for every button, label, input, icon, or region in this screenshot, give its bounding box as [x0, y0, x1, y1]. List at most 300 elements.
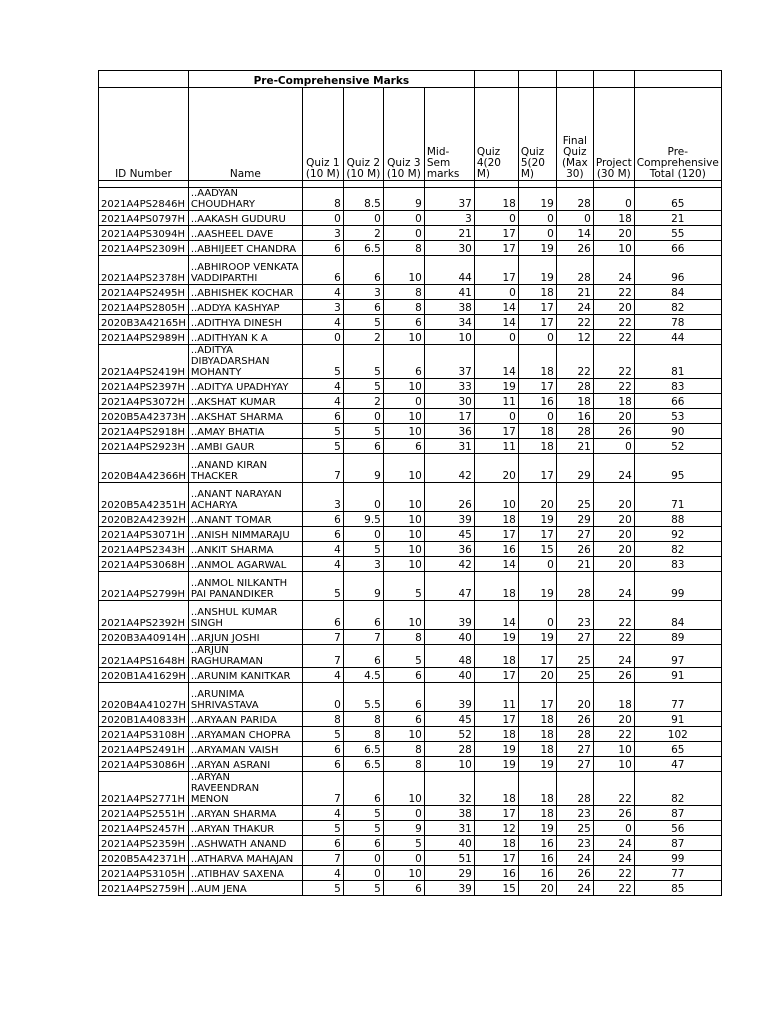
cell-quiz4: 14 [474, 601, 518, 630]
cell-name: ..AMAY BHATIA [188, 424, 302, 439]
cell-project: 24 [593, 256, 634, 285]
cell-quiz3: 8 [383, 285, 424, 300]
table-row [99, 630, 722, 645]
cell-midsem: 39 [424, 881, 474, 896]
cell-id: 2021A4PS2309H [99, 241, 189, 256]
cell-name: ..ARUNIM KANITKAR [188, 668, 302, 683]
cell-quiz4: 17 [474, 712, 518, 727]
cell-final-quiz: 12 [556, 330, 593, 345]
cell-quiz4: 11 [474, 439, 518, 454]
cell-quiz1: 7 [302, 454, 343, 483]
spacer-row [99, 181, 722, 188]
cell-quiz1: 6 [302, 409, 343, 424]
cell-project: 20 [593, 483, 634, 512]
cell-final-quiz: 16 [556, 409, 593, 424]
cell-midsem: 47 [424, 572, 474, 601]
cell-id: 2021A4PS3072H [99, 394, 189, 409]
cell-quiz2: 5 [343, 881, 383, 896]
table-row [99, 806, 722, 821]
table-row [99, 712, 722, 727]
cell-quiz5: 16 [518, 851, 556, 866]
cell-id: 2021A4PS2378H [99, 256, 189, 285]
table-row [99, 315, 722, 330]
cell-total: 82 [634, 542, 721, 557]
cell-name: ..ARYAN SHARMA [188, 806, 302, 821]
cell-quiz2: 5 [343, 542, 383, 557]
cell-name: ..ANKIT SHARMA [188, 542, 302, 557]
cell-final-quiz: 24 [556, 881, 593, 896]
cell-total: 99 [634, 572, 721, 601]
cell-quiz5: 16 [518, 836, 556, 851]
cell-midsem: 40 [424, 836, 474, 851]
cell-quiz2: 0 [343, 866, 383, 881]
cell-name: ..ABHISHEK KOCHAR [188, 285, 302, 300]
cell-total: 87 [634, 806, 721, 821]
cell-name: ..ARYAMAN CHOPRA [188, 727, 302, 742]
cell-midsem: 40 [424, 630, 474, 645]
cell-id: 2020B5A42351H [99, 483, 189, 512]
cell-final-quiz: 25 [556, 821, 593, 836]
cell-id: 2020B2A42392H [99, 512, 189, 527]
cell-quiz1: 4 [302, 806, 343, 821]
cell-project: 10 [593, 742, 634, 757]
cell-quiz4: 11 [474, 683, 518, 712]
cell-final-quiz: 21 [556, 439, 593, 454]
cell-final-quiz: 27 [556, 742, 593, 757]
cell-quiz1: 8 [302, 712, 343, 727]
title-row [99, 71, 722, 88]
cell-final-quiz: 29 [556, 454, 593, 483]
cell-midsem: 38 [424, 806, 474, 821]
cell-id: 2020B1A40833H [99, 712, 189, 727]
cell-quiz3: 10 [383, 512, 424, 527]
cell-quiz2: 2 [343, 330, 383, 345]
header-quiz3: Quiz 3 (10 M) [383, 88, 424, 181]
cell-quiz4: 0 [474, 211, 518, 226]
cell-quiz1: 5 [302, 821, 343, 836]
cell-final-quiz: 28 [556, 379, 593, 394]
blank-cell [593, 71, 634, 88]
table-row [99, 851, 722, 866]
table-row [99, 601, 722, 630]
cell-name: ..ADDYA KASHYAP [188, 300, 302, 315]
cell-total: 77 [634, 683, 721, 712]
cell-project: 26 [593, 806, 634, 821]
cell-id: 2020B3A40914H [99, 630, 189, 645]
cell-midsem: 51 [424, 851, 474, 866]
table-row [99, 424, 722, 439]
cell-total: 65 [634, 742, 721, 757]
table-row [99, 330, 722, 345]
table-row [99, 379, 722, 394]
table-row [99, 394, 722, 409]
cell-quiz1: 5 [302, 439, 343, 454]
cell-total: 55 [634, 226, 721, 241]
cell-quiz5: 19 [518, 256, 556, 285]
cell-project: 26 [593, 424, 634, 439]
cell-quiz3: 8 [383, 300, 424, 315]
cell-id: 2021A4PS3086H [99, 757, 189, 772]
cell-quiz3: 10 [383, 727, 424, 742]
cell-quiz5: 15 [518, 542, 556, 557]
cell-quiz3: 10 [383, 557, 424, 572]
cell-total: 44 [634, 330, 721, 345]
cell-final-quiz: 22 [556, 315, 593, 330]
cell-project: 22 [593, 315, 634, 330]
cell-project: 20 [593, 512, 634, 527]
cell-id: 2021A4PS3108H [99, 727, 189, 742]
cell-quiz2: 6 [343, 439, 383, 454]
cell-quiz4: 0 [474, 285, 518, 300]
cell-midsem: 42 [424, 557, 474, 572]
cell-total: 56 [634, 821, 721, 836]
cell-quiz3: 10 [383, 379, 424, 394]
cell-final-quiz: 18 [556, 394, 593, 409]
cell-id: 2021A4PS2799H [99, 572, 189, 601]
cell-midsem: 42 [424, 454, 474, 483]
cell-quiz2: 8 [343, 727, 383, 742]
cell-midsem: 3 [424, 211, 474, 226]
cell-quiz3: 0 [383, 211, 424, 226]
cell-total: 66 [634, 394, 721, 409]
cell-quiz3: 8 [383, 241, 424, 256]
cell-quiz1: 4 [302, 557, 343, 572]
table-row [99, 188, 722, 211]
cell-name: ..ARUNIMA SHRIVASTAVA [188, 683, 302, 712]
cell-quiz2: 2 [343, 394, 383, 409]
header-name: Name [188, 88, 302, 181]
cell-midsem: 41 [424, 285, 474, 300]
cell-name: ..ARJUN JOSHI [188, 630, 302, 645]
cell-id: 2021A4PS3094H [99, 226, 189, 241]
cell-quiz3: 10 [383, 256, 424, 285]
cell-quiz5: 16 [518, 394, 556, 409]
cell-quiz1: 6 [302, 241, 343, 256]
header-project: Project (30 M) [593, 88, 634, 181]
cell-name: ..ABHIROOP VENKATA VADDIPARTHI [188, 256, 302, 285]
cell-quiz2: 6.5 [343, 757, 383, 772]
cell-project: 0 [593, 439, 634, 454]
cell-id: 2020B1A41629H [99, 668, 189, 683]
cell-id: 2020B5A42373H [99, 409, 189, 424]
blank-cell [634, 71, 721, 88]
cell-quiz2: 5.5 [343, 683, 383, 712]
cell-name: ..ARYAN THAKUR [188, 821, 302, 836]
cell-id: 2021A4PS2419H [99, 345, 189, 379]
cell-quiz1: 4 [302, 668, 343, 683]
table-row [99, 683, 722, 712]
cell-total: 82 [634, 300, 721, 315]
cell-quiz4: 11 [474, 394, 518, 409]
cell-quiz2: 5 [343, 806, 383, 821]
cell-quiz2: 8 [343, 712, 383, 727]
cell-total: 65 [634, 188, 721, 211]
cell-final-quiz: 26 [556, 542, 593, 557]
cell-name: ..ABHIJEET CHANDRA [188, 241, 302, 256]
cell-quiz4: 14 [474, 557, 518, 572]
cell-project: 26 [593, 668, 634, 683]
blank-cell [474, 71, 518, 88]
cell-project: 22 [593, 881, 634, 896]
cell-project: 22 [593, 379, 634, 394]
cell-id: 2021A4PS2359H [99, 836, 189, 851]
cell-final-quiz: 23 [556, 806, 593, 821]
cell-quiz3: 0 [383, 806, 424, 821]
cell-quiz1: 6 [302, 527, 343, 542]
cell-midsem: 37 [424, 345, 474, 379]
cell-project: 22 [593, 345, 634, 379]
cell-id: 2021A4PS2457H [99, 821, 189, 836]
cell-quiz3: 10 [383, 542, 424, 557]
cell-quiz4: 18 [474, 572, 518, 601]
cell-quiz4: 0 [474, 409, 518, 424]
cell-name: ..ARYAN ASRANI [188, 757, 302, 772]
cell-quiz1: 5 [302, 881, 343, 896]
cell-name: ..AUM JENA [188, 881, 302, 896]
cell-quiz5: 18 [518, 772, 556, 806]
cell-quiz2: 9 [343, 572, 383, 601]
cell-id: 2021A4PS0797H [99, 211, 189, 226]
cell-quiz3: 5 [383, 836, 424, 851]
cell-midsem: 10 [424, 330, 474, 345]
cell-quiz5: 0 [518, 226, 556, 241]
cell-midsem: 17 [424, 409, 474, 424]
header-midsem: Mid-Sem marks [424, 88, 474, 181]
cell-quiz1: 6 [302, 742, 343, 757]
cell-project: 20 [593, 712, 634, 727]
cell-quiz2: 5 [343, 315, 383, 330]
cell-quiz2: 0 [343, 409, 383, 424]
cell-name: ..ANANT TOMAR [188, 512, 302, 527]
cell-project: 20 [593, 527, 634, 542]
cell-total: 95 [634, 454, 721, 483]
table-row [99, 836, 722, 851]
cell-total: 53 [634, 409, 721, 424]
cell-name: ..ADITYA DIBYADARSHAN MOHANTY [188, 345, 302, 379]
cell-final-quiz: 23 [556, 836, 593, 851]
cell-name: ..AAKASH GUDURU [188, 211, 302, 226]
table-row [99, 241, 722, 256]
cell-quiz1: 4 [302, 542, 343, 557]
cell-name: ..ANSHUL KUMAR SINGH [188, 601, 302, 630]
cell-final-quiz: 28 [556, 188, 593, 211]
header-total: Pre-Comprehensive Total (120) [634, 88, 721, 181]
cell-quiz1: 8 [302, 188, 343, 211]
cell-quiz2: 5 [343, 345, 383, 379]
cell-project: 22 [593, 630, 634, 645]
cell-midsem: 36 [424, 424, 474, 439]
cell-quiz5: 0 [518, 601, 556, 630]
cell-final-quiz: 28 [556, 572, 593, 601]
cell-id: 2021A4PS2771H [99, 772, 189, 806]
cell-total: 97 [634, 645, 721, 668]
cell-id: 2021A4PS2989H [99, 330, 189, 345]
cell-quiz1: 6 [302, 512, 343, 527]
cell-id: 2021A4PS3105H [99, 866, 189, 881]
cell-quiz1: 6 [302, 836, 343, 851]
cell-id: 2021A4PS2343H [99, 542, 189, 557]
cell-total: 87 [634, 836, 721, 851]
cell-quiz5: 0 [518, 330, 556, 345]
cell-quiz5: 17 [518, 315, 556, 330]
cell-quiz2: 6.5 [343, 241, 383, 256]
table-row [99, 668, 722, 683]
cell-id: 2021A4PS2495H [99, 285, 189, 300]
cell-total: 84 [634, 285, 721, 300]
table-row [99, 285, 722, 300]
cell-quiz1: 4 [302, 379, 343, 394]
cell-midsem: 28 [424, 742, 474, 757]
cell-quiz1: 4 [302, 285, 343, 300]
cell-quiz5: 17 [518, 683, 556, 712]
cell-name: ..ARYAN RAVEENDRAN MENON [188, 772, 302, 806]
cell-quiz3: 6 [383, 315, 424, 330]
cell-quiz5: 19 [518, 630, 556, 645]
cell-quiz3: 10 [383, 424, 424, 439]
cell-final-quiz: 29 [556, 512, 593, 527]
cell-project: 18 [593, 211, 634, 226]
cell-final-quiz: 14 [556, 226, 593, 241]
cell-quiz5: 18 [518, 285, 556, 300]
cell-quiz1: 3 [302, 226, 343, 241]
cell-quiz1: 5 [302, 424, 343, 439]
cell-quiz5: 19 [518, 757, 556, 772]
cell-midsem: 30 [424, 241, 474, 256]
cell-quiz1: 4 [302, 315, 343, 330]
table-row [99, 300, 722, 315]
cell-quiz5: 18 [518, 712, 556, 727]
cell-quiz4: 17 [474, 851, 518, 866]
cell-quiz4: 19 [474, 742, 518, 757]
table-row [99, 866, 722, 881]
cell-quiz5: 18 [518, 345, 556, 379]
cell-total: 82 [634, 772, 721, 806]
cell-quiz2: 6.5 [343, 742, 383, 757]
cell-quiz5: 0 [518, 211, 556, 226]
cell-project: 20 [593, 300, 634, 315]
cell-id: 2021A4PS2759H [99, 881, 189, 896]
cell-quiz2: 7 [343, 630, 383, 645]
cell-quiz2: 3 [343, 285, 383, 300]
cell-id: 2021A4PS1648H [99, 645, 189, 668]
cell-total: 47 [634, 757, 721, 772]
cell-quiz1: 4 [302, 394, 343, 409]
cell-quiz4: 14 [474, 315, 518, 330]
cell-name: ..ADITHYA DINESH [188, 315, 302, 330]
table-title: Pre-Comprehensive Marks [188, 71, 474, 88]
table-row [99, 821, 722, 836]
cell-quiz5: 20 [518, 668, 556, 683]
cell-total: 90 [634, 424, 721, 439]
cell-project: 22 [593, 772, 634, 806]
cell-final-quiz: 24 [556, 300, 593, 315]
cell-total: 92 [634, 527, 721, 542]
cell-name: ..ADITYA UPADHYAY [188, 379, 302, 394]
cell-midsem: 29 [424, 866, 474, 881]
cell-quiz1: 5 [302, 345, 343, 379]
cell-name: ..ARYAAN PARIDA [188, 712, 302, 727]
table-row [99, 542, 722, 557]
cell-quiz4: 17 [474, 424, 518, 439]
cell-id: 2020B4A41027H [99, 683, 189, 712]
header-quiz4: Quiz 4(20 M) [474, 88, 518, 181]
blank-cell [556, 71, 593, 88]
cell-final-quiz: 26 [556, 866, 593, 881]
cell-total: 85 [634, 881, 721, 896]
cell-quiz4: 18 [474, 727, 518, 742]
cell-quiz4: 18 [474, 772, 518, 806]
cell-quiz5: 17 [518, 454, 556, 483]
cell-quiz3: 6 [383, 712, 424, 727]
cell-final-quiz: 28 [556, 256, 593, 285]
cell-quiz2: 9.5 [343, 512, 383, 527]
cell-quiz3: 8 [383, 757, 424, 772]
table-row [99, 527, 722, 542]
cell-quiz1: 4 [302, 866, 343, 881]
cell-quiz2: 8.5 [343, 188, 383, 211]
cell-quiz3: 6 [383, 881, 424, 896]
cell-quiz2: 0 [343, 527, 383, 542]
table-row [99, 572, 722, 601]
cell-final-quiz: 22 [556, 345, 593, 379]
cell-project: 22 [593, 727, 634, 742]
cell-project: 24 [593, 645, 634, 668]
header-final-quiz: Final Quiz (Max 30) [556, 88, 593, 181]
cell-quiz4: 0 [474, 330, 518, 345]
cell-midsem: 30 [424, 394, 474, 409]
table-row [99, 645, 722, 668]
cell-quiz4: 14 [474, 345, 518, 379]
cell-project: 22 [593, 601, 634, 630]
cell-id: 2021A4PS2918H [99, 424, 189, 439]
cell-final-quiz: 27 [556, 757, 593, 772]
cell-quiz3: 0 [383, 394, 424, 409]
cell-total: 88 [634, 512, 721, 527]
cell-total: 84 [634, 601, 721, 630]
cell-quiz2: 0 [343, 851, 383, 866]
cell-project: 18 [593, 683, 634, 712]
cell-project: 24 [593, 836, 634, 851]
cell-quiz4: 19 [474, 757, 518, 772]
cell-quiz5: 17 [518, 527, 556, 542]
cell-project: 20 [593, 409, 634, 424]
cell-project: 20 [593, 557, 634, 572]
cell-total: 96 [634, 256, 721, 285]
cell-total: 89 [634, 630, 721, 645]
cell-project: 0 [593, 821, 634, 836]
table-row [99, 772, 722, 806]
cell-id: 2020B4A42366H [99, 454, 189, 483]
cell-quiz5: 16 [518, 866, 556, 881]
table-row [99, 345, 722, 379]
cell-midsem: 31 [424, 439, 474, 454]
cell-total: 91 [634, 712, 721, 727]
cell-quiz5: 0 [518, 409, 556, 424]
cell-quiz5: 17 [518, 300, 556, 315]
cell-quiz4: 19 [474, 630, 518, 645]
header-quiz5: Quiz 5(20 M) [518, 88, 556, 181]
cell-midsem: 45 [424, 712, 474, 727]
table-row [99, 439, 722, 454]
table-row [99, 483, 722, 512]
cell-quiz3: 10 [383, 527, 424, 542]
cell-midsem: 33 [424, 379, 474, 394]
cell-id: 2021A4PS3071H [99, 527, 189, 542]
cell-total: 78 [634, 315, 721, 330]
cell-quiz3: 6 [383, 345, 424, 379]
cell-quiz4: 14 [474, 300, 518, 315]
cell-quiz3: 9 [383, 188, 424, 211]
